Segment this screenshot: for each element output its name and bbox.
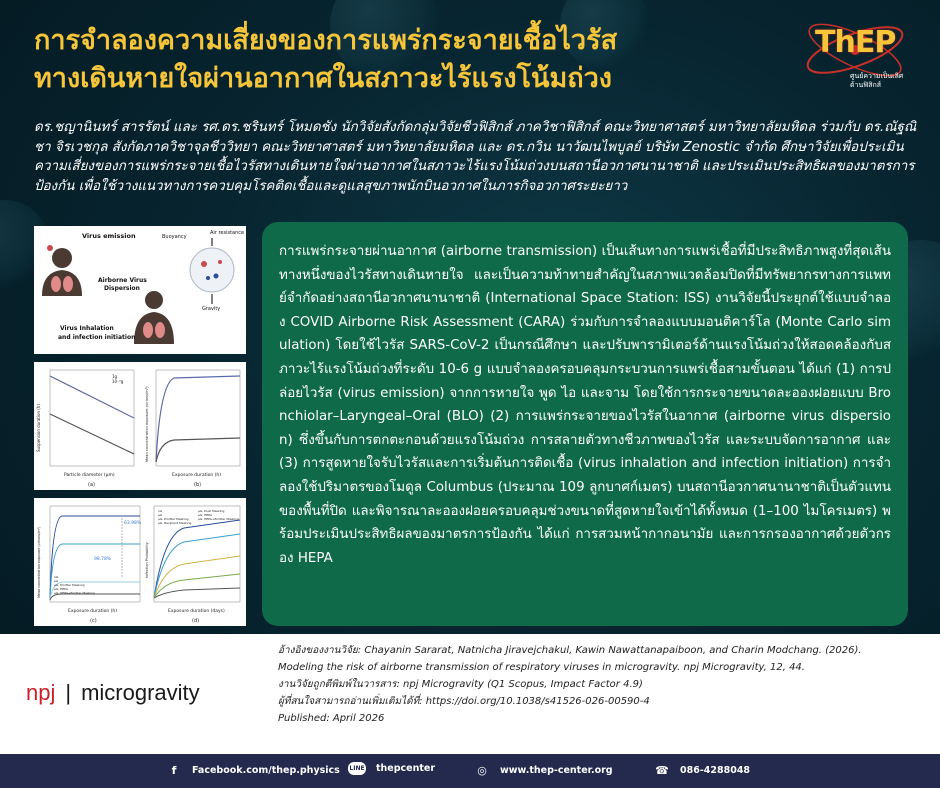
- label-air-resistance: Air resistance: [210, 230, 245, 236]
- page-title: [34, 22, 754, 98]
- reference-section: [0, 634, 940, 754]
- title-line-2: ทางเดินหายใจผ่านอากาศในสภาวะไร้แรงโน้มถ่วง: [34, 63, 612, 94]
- label-inhalation-1: Virus Inhalation: [60, 325, 114, 332]
- facebook-icon: f: [171, 763, 177, 777]
- reference-line-3: งานวิจัยถูกตีพิมพ์ในวารสาร: npj Microgravity (Q1 Scopus, Impact Factor 4.9): [278, 679, 643, 690]
- legend-d-item-1: μG: [158, 513, 163, 517]
- title-line-1: การจำลองความเสี่ยงของการแพร่กระจายเชื้อไวรัส: [34, 25, 618, 56]
- logo-subtitle-line-2: ด้านฟิสิกส์: [850, 81, 882, 89]
- reference-line-2: Modeling the risk of airborne transmission of respiratory viruses in microgravity. npj Microgravity, 12, 44.: [278, 662, 805, 673]
- plots-cd-svg: [34, 498, 246, 626]
- contact-footer: [0, 754, 940, 788]
- facebook-text: Facebook.com/thep.physics: [192, 764, 340, 776]
- label-dispersion-2: Dispersion: [104, 285, 140, 292]
- logo-text: ThEP: [815, 25, 896, 60]
- label-inhalation-2: and infection initiation: [58, 334, 136, 341]
- legend-d-item-5: μG, HEPA: [198, 513, 212, 517]
- plots-ab-svg: [34, 362, 246, 490]
- logo-subtitle: [850, 72, 903, 90]
- reference-line-4[interactable]: ผู้ที่สนใจสามารถอ่านเพิ่มเติมได้ที่: https://doi.org/10.1038/s41526-026-00590-4: [278, 696, 650, 707]
- journal-logo: [26, 680, 200, 706]
- legend-c-item-0: 1G: [54, 575, 59, 579]
- figure-schematic: [34, 226, 246, 354]
- legend-d: [158, 509, 239, 525]
- website-text: www.thep-center.org: [500, 764, 613, 776]
- legend-d-item-0: 1G: [158, 509, 163, 513]
- legend-c-item-1: μG: [54, 579, 59, 583]
- legend-c-item-4: μG, HEPA+Emitter Masking: [54, 591, 95, 595]
- authors-paragraph: ดร.ชญานินทร์ สารรัตน์ และ รศ.ดร.ชรินทร์ โหมดชัง นักวิจัยสังกัดกลุ่มวิจัยชีวฟิสิกส์ ภาควิชาฟิสิกส์ คณะวิทยาศาสตร์ มหาวิทยาลัยมหิดล ร่วมกับ ดร.ณัฐณิชา จิรเวชกุล สังกัดภาควิชาจุลชีววิทยา คณะวิทยาศาสตร์ มหาวิทยาลัยมหิดล และ ดร.กวิน นาวัฒนไพบูลย์ บริษัท Zenostic จำกัด ศึกษาวิจัยเพื่อประเมินความเสี่ยงของการแพร่กระจายเชื้อไวรัสทางเดินหายใจผ่านอากาศในสภาวะไร้แรงโน้มถ่วงบนสถานีอวกาศนานาชาติ และประเมินประสิทธิผลของมาตรการป้องกัน เพื่อใช้วางแนวทางการควบคุมโรคติดเชื้อและดูแลสุขภาพนักบินอวกาศในภารกิจอวกาศระยะยาว: [34, 120, 917, 194]
- label-dispersion-1: Airborne Virus: [98, 277, 147, 284]
- pct-label-1: 63.98%: [124, 521, 142, 526]
- logo-subtitle-line-1: ศูนย์ความเป็นเลิศ: [850, 72, 904, 80]
- panel-label-d: (d): [192, 618, 200, 624]
- legend-c-item-3: μG, HEPA: [54, 587, 68, 591]
- panel-label-a: (a): [88, 482, 95, 488]
- phone-icon: ☎: [655, 763, 669, 777]
- xlabel-c: Exposure duration (h): [68, 609, 117, 614]
- xlabel-d: Exposure duration (days): [168, 609, 225, 614]
- line-icon: LINE: [348, 762, 366, 775]
- footer-line[interactable]: [348, 762, 435, 775]
- reference-line-1: อ้างอิงของงานวิจัย: Chayanin Sararat, Natnicha Jiravejchakul, Kawin Nawattanapaiboon, and Charin Modchang. (2026).: [278, 645, 862, 656]
- pct-label-2: 98.78%: [94, 557, 112, 562]
- legend-c-item-2: μG, Emitter Masking: [54, 583, 85, 587]
- legend-1g: 1g: [112, 374, 118, 379]
- schematic-svg: [34, 226, 246, 354]
- reference-line-5: Published: April 2026: [278, 713, 385, 724]
- xlabel-a: Particle diameter (µm): [64, 473, 115, 478]
- label-gravity: Gravity: [202, 306, 221, 312]
- reference-text: [278, 642, 928, 727]
- footer-facebook[interactable]: [166, 762, 340, 778]
- legend-10-6g: 10⁻⁶g: [112, 379, 124, 384]
- legend-d-item-6: μG, HEPA+Emitter Masking: [198, 517, 239, 521]
- footer-website[interactable]: [474, 762, 613, 778]
- journal-brand: npj: [26, 680, 56, 705]
- label-virus-emission: Virus emission: [82, 232, 136, 240]
- legend-d-item-2: μG, Emitter Masking: [158, 517, 189, 521]
- line-text: thepcenter: [376, 763, 436, 774]
- footer-phone[interactable]: [654, 762, 750, 778]
- summary-text: การแพร่กระจายผ่านอากาศ (airborne transmission) เป็นเส้นทางการแพร่เชื้อที่มีประสิทธิภาพสูงที่สุดเส้นทางหนึ่งของไวรัสทางเดินหายใจ และเป็นความท้าทายสำคัญในสภาพแวดล้อมปิดที่มีทรัพยากรทางการแพทย์จำกัดอย่างสถานีอวกาศนานาชาติ (International Space Station: ISS) งานวิจัยนี้ประยุกต์ใช้แบบจำลอง COVID Airborne Risk Assessment (CARA) ร่วมกับการจำลองแบบมอนติคาร์โล (Monte Carlo simulation) โดยใช้ไวรัส SARS-CoV-2 เป็นกรณีศึกษา และปรับพารามิเตอร์ด้านแรงโน้มถ่วงให้สอดคล้องกับสภาวะไร้แรงโน้มถ่วงที่ระดับ 10-6 g แบบจำลองครอบคลุมกระบวนการแพร่เชื้อสามขั้นตอน ได้แก่ (1) การปล่อยไวรัส (virus emission) จากการหายใจ พูด ไอ และจาม โดยใช้การกระจายขนาดละอองฝอยแบบ Bronchiolar–Laryngeal–Oral (BLO) (2) การแพร่กระจายของไวรัสในอากาศ (airborne virus dispersion) ซึ่งขึ้นกับการตกตะกอนด้วยแรงโน้มถ่วง การสลายตัวทางชีวภาพของไวรัส และระบบจัดการอากาศ และ (3) การสูดหายใจรับไวรัสและการเริ่มต้นการติดเชื้อ (virus inhalation and infection initiation) การจำลองใช้ปริมาตรของโมดูล Columbus (ประมาณ 109 ลูกบาศก์เมตร) บนสถานีอวกาศนานาชาติเป็นตัวแทนของพื้นที่ปิด และพิจารณาละอองฝอยครอบคลุมช่วงขนาดที่สูดหายใจเข้าได้ทั้งหมด (1–100 ไมโครเมตร) พร้อมประเมินประสิทธิผลของมาตรการป้องกัน ได้แก่ การสวมหน้ากากอนามัย และการกรองอากาศด้วยตัวกรอง HEPA: [279, 244, 891, 566]
- globe-icon: ◎: [477, 763, 487, 777]
- ylabel-c: Mean concentration exposure (virions/m³): [37, 526, 41, 598]
- ylabel-a: Suspension duration (h): [36, 404, 41, 452]
- ylabel-d: Infection Probability: [145, 542, 149, 578]
- ylabel-b: Mean concentration exposure (virions/m³): [145, 386, 149, 462]
- figure-plots-cd: [34, 498, 246, 626]
- legend-d-item-4: μG, Dual Masking: [198, 509, 225, 513]
- figure-plots-ab: [34, 362, 246, 490]
- panel-label-b: (b): [194, 482, 202, 488]
- phone-text: 086-4288048: [680, 764, 751, 776]
- label-buoyancy: Buoyancy: [162, 234, 187, 240]
- summary-panel: [262, 222, 908, 626]
- xlabel-b: Exposure duration (h): [172, 473, 221, 478]
- journal-name: microgravity: [81, 680, 200, 705]
- legend-d-item-3: μG, Recipient Masking: [158, 521, 192, 525]
- panel-label-c: (c): [90, 618, 97, 624]
- legend-c: [54, 575, 95, 595]
- journal-divider: |: [65, 680, 72, 705]
